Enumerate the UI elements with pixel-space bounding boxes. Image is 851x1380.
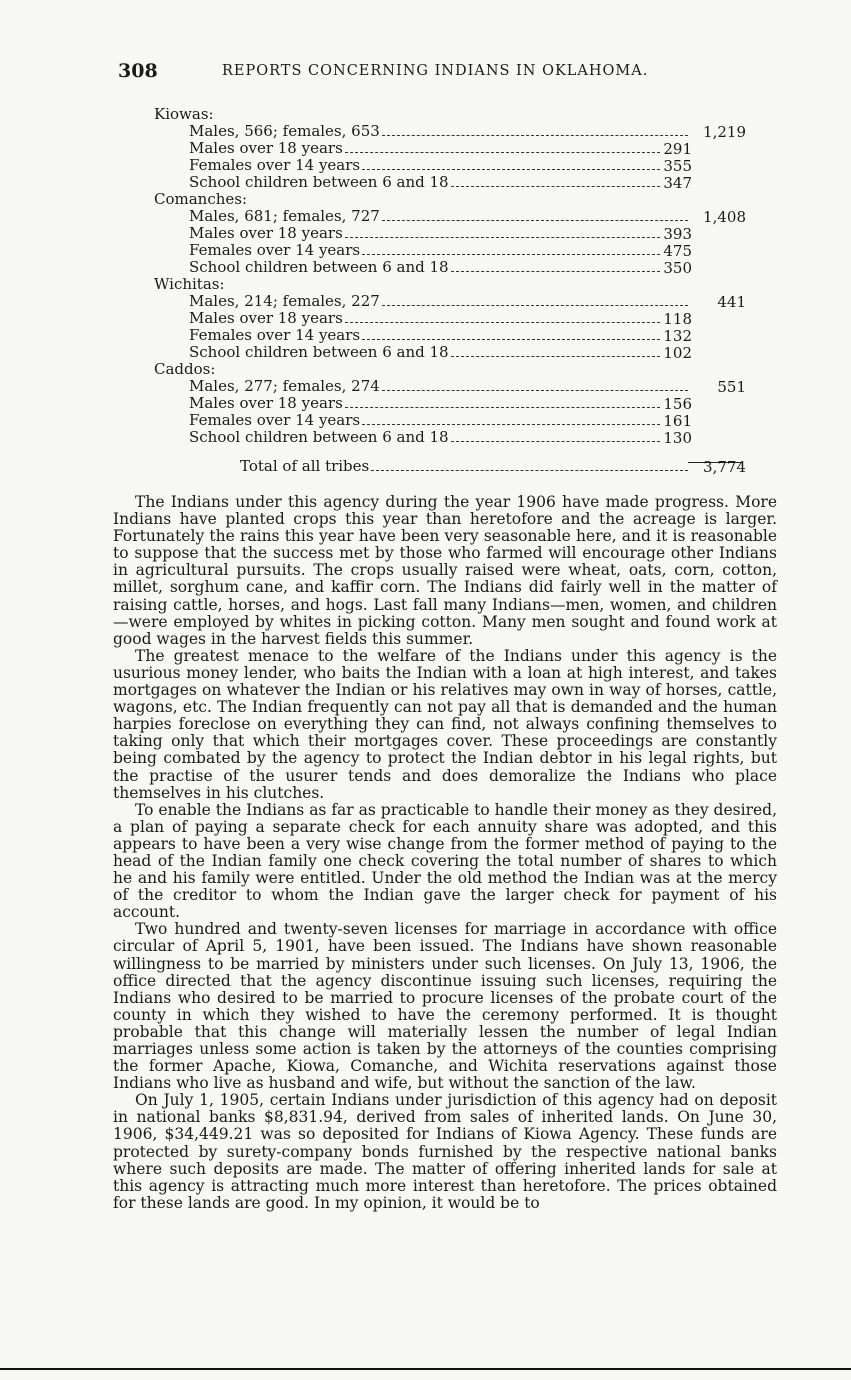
census-row-label: School children between 6 and 18	[189, 344, 449, 361]
census-row	[189, 429, 689, 446]
leader-dots	[345, 236, 660, 238]
census-row-label: Females over 14 years	[189, 327, 361, 344]
grand-total-row	[240, 458, 369, 475]
running-head: REPORTS CONCERNING INDIANS IN OKLAHOMA.	[222, 63, 649, 79]
census-row-label: Females over 14 years	[189, 157, 361, 174]
census-row	[189, 327, 689, 344]
census-row	[189, 378, 689, 395]
census-row-value: 551	[717, 378, 746, 396]
census-row-value: 161	[663, 412, 692, 430]
census-row-label: Males over 18 years	[189, 395, 343, 412]
grand-total-value: 3,774	[703, 458, 746, 476]
leader-dots	[345, 321, 660, 323]
leader-dots	[345, 406, 660, 408]
census-row-value: 291	[663, 140, 692, 158]
page-header	[118, 60, 780, 90]
leader-dots	[362, 338, 660, 340]
page-number: 308	[118, 60, 158, 82]
census-row	[189, 140, 689, 157]
census-row	[189, 123, 689, 140]
census-row	[189, 208, 689, 225]
tribe-heading-label: Comanches:	[154, 190, 248, 208]
census-row-value: 350	[663, 259, 692, 277]
paragraph: The Indians under this agency during the year 1906 have made progress. More Indians have planted crops this year than heretofore and the acreage is larger. Fortunately the rains this year have been very seasonable here, and it is reasonable to suppose that the success met by those who farmed will encourage other Indians in agricultural pursuits. The crops usually raised were wheat, oats, corn, cotton, millet, sorghum cane, and kaffir corn. The Indians did fairly well in the matter of raising cattle, horses, and hogs. Last fall many Indians—men, women, and children—were employed by whites in picking cotton. Many men sought and found work at good wages in the harvest fields this summer.	[113, 493, 777, 648]
tribe-heading	[154, 106, 214, 123]
census-row-value: 1,219	[703, 123, 746, 141]
census-row-label: Males, 566; females, 653	[189, 123, 380, 140]
tribe-heading-label: Kiowas:	[154, 105, 214, 123]
census-row-value: 130	[663, 429, 692, 447]
census-row-label: Females over 14 years	[189, 412, 361, 429]
census-row-label: School children between 6 and 18	[189, 259, 449, 276]
paragraph: Two hundred and twenty-seven licenses for marriage in accordance with office circular of April 5, 1901, have been issued. The Indians have shown reasonable willingness to be married by ministers under such licenses. On July 13, 1906, the office directed that the agency discontinue issuing such licenses, requiring the Indians who desired to be married to procure licenses of the probate court of the county in which they wished to have the ceremony performed. It is thought probable that this change will materially lessen the number of legal Indian marriages unless some action is taken by the attorneys of the counties comprising the former Apache, Kiowa, Comanche, and Wichita reservations against those Indians who live as husband and wife, but without the sanction of the law.	[113, 920, 777, 1093]
leader-dots	[451, 355, 660, 357]
census-row-label: Males, 681; females, 727	[189, 208, 380, 225]
grand-total-label: Total of all tribes	[240, 457, 370, 475]
census-row-value: 102	[663, 344, 692, 362]
census-row-value: 355	[663, 157, 692, 175]
leader-dots	[451, 270, 660, 272]
census-row-value: 475	[663, 242, 692, 260]
leader-dots	[362, 253, 660, 255]
tribe-heading-label: Wichitas:	[154, 275, 225, 293]
census-row-value: 118	[663, 310, 692, 328]
census-row	[189, 412, 689, 429]
census-row	[189, 157, 689, 174]
leader-dots	[382, 219, 688, 221]
leader-dots	[362, 168, 660, 170]
census-row-label: Females over 14 years	[189, 242, 361, 259]
paragraph: To enable the Indians as far as practicable to handle their money as they desired, a plan of paying a separate check for each annuity share was adopted, and this appears to have been a very wise change from the former method of paying to the head of the Indian family one check covering the total number of shares to which he and his family were entitled. Under the old method the Indian was at the mercy of the creditor to whom the Indian gave the larger check for payment of his account.	[113, 800, 777, 922]
census-row-label: Males, 214; females, 227	[189, 293, 380, 310]
census-row-label: Males over 18 years	[189, 140, 343, 157]
tribe-heading	[154, 361, 215, 378]
census-row-value: 1,408	[703, 208, 746, 226]
paragraph: On July 1, 1905, certain Indians under jurisdiction of this agency had on deposit in national banks $8,831.94, derived from sales of inherited lands. On June 30, 1906, $34,449.21 was so deposited for Indians of Kiowa Agency. These funds are protected by surety-company bonds furnished by the respective national banks where such deposits are made. The matter of offering inherited lands for sale at this agency is attracting much more interest than heretofore. The prices obtained for these lands are good. In my opinion, it would be to	[113, 1091, 777, 1212]
leader-dots	[382, 134, 688, 136]
census-row-value: 347	[663, 174, 692, 192]
tribe-heading	[154, 276, 225, 293]
census-row	[189, 174, 689, 191]
leader-dots	[382, 389, 688, 391]
paragraph: The greatest menace to the welfare of the Indians under this agency is the usurious money lender, who baits the Indian with a loan at high interest, and takes mortgages on whatever the Indian or his relatives may own in way of horses, cattle, wagons, etc. The Indian frequently can not pay all that is demanded and the human harpies foreclose on everything they can find, not always confining themselves to taking only that which their mortgages cover. These proceedings are constantly being combated by the agency to protect the Indian debtor in his legal rights, but the practise of the usurer tends and does demoralize the Indians who place themselves in his clutches.	[113, 646, 777, 802]
census-row-label: Males over 18 years	[189, 310, 343, 327]
leader-dots	[382, 304, 688, 306]
census-row	[189, 293, 689, 310]
leader-dots	[451, 440, 660, 442]
leader-dots	[371, 469, 688, 471]
census-row-value: 441	[717, 293, 746, 311]
tribe-heading-label: Caddos:	[154, 360, 216, 378]
census-row	[189, 242, 689, 259]
leader-dots	[451, 185, 660, 187]
census-row-label: Males, 277; females, 274	[189, 378, 380, 395]
leader-dots	[345, 151, 660, 153]
census-row	[189, 259, 689, 276]
census-row-value: 132	[663, 327, 692, 345]
census-row-value: 156	[663, 395, 692, 413]
census-row-label: School children between 6 and 18	[189, 174, 449, 191]
census-row-label: Males over 18 years	[189, 225, 343, 242]
census-row	[189, 395, 689, 412]
census-row	[189, 225, 689, 242]
leader-dots	[362, 423, 660, 425]
body-text	[113, 494, 777, 1212]
tribe-heading	[154, 191, 247, 208]
census-row-value: 393	[663, 225, 692, 243]
census-row	[189, 310, 689, 327]
bottom-rule	[0, 1368, 851, 1370]
census-row	[189, 344, 689, 361]
census-row-label: School children between 6 and 18	[189, 429, 449, 446]
